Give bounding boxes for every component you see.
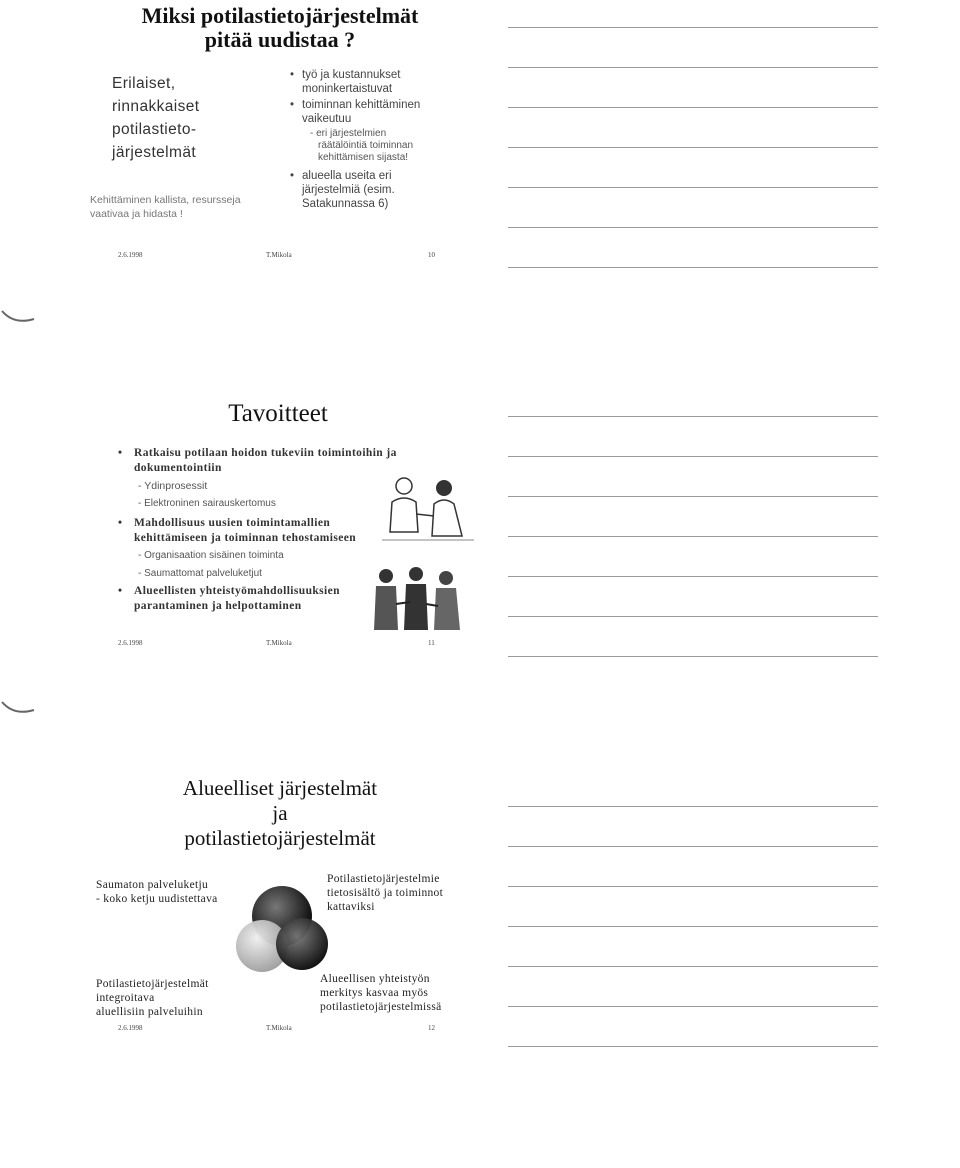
text-line: Saumaton palveluketju xyxy=(96,879,209,891)
note-line xyxy=(508,926,878,927)
text-top-left xyxy=(96,878,266,906)
bullet-item xyxy=(290,169,480,211)
note-line xyxy=(508,416,878,417)
footer-page-number: 11 xyxy=(428,639,435,647)
slide-title: Tavoitteet xyxy=(228,400,328,427)
bullet-dot: • xyxy=(118,447,123,459)
footer-author: T.Mikola xyxy=(266,1024,292,1032)
bullet-text: Ratkaisu potilaan hoidon tukeviin toimintoihin ja dokumentointiin xyxy=(134,447,397,474)
note-line xyxy=(508,267,878,268)
left-note-line: vaativaa ja hidasta ! xyxy=(90,208,183,220)
left-note xyxy=(90,193,280,221)
title-line-2: pitää uudistaa ? xyxy=(204,27,356,52)
bullet-item xyxy=(290,68,480,96)
footer-author: T.Mikola xyxy=(266,639,292,647)
text-line: Potilastietojärjestelmie xyxy=(327,873,440,885)
left-heading-line: järjestelmät xyxy=(112,144,197,161)
bullet-text: Alueellisten yhteistyömahdollisuuksien parantaminen ja helpottaminen xyxy=(134,585,340,612)
note-line xyxy=(508,576,878,577)
bullet-line: Satakunnassa 6) xyxy=(302,198,389,210)
sub-bullet xyxy=(290,128,480,164)
text-line: Alueellisen yhteistyön xyxy=(320,973,430,985)
text-bottom-left xyxy=(96,977,266,1019)
sub-line: kehittämisen sijasta! xyxy=(318,152,409,163)
bullet-list xyxy=(290,68,480,211)
note-line xyxy=(508,147,878,148)
text-top-right xyxy=(327,872,487,914)
sub-line: - eri järjestelmien xyxy=(310,128,387,139)
bullet-item xyxy=(118,584,384,614)
bullet-dot: • xyxy=(118,517,123,529)
note-line xyxy=(508,67,878,68)
bullet-dot: • xyxy=(290,99,295,111)
bullet-line: alueella useita eri xyxy=(302,170,392,182)
text-line: merkitys kasvaa myös xyxy=(320,987,429,999)
bullet-line: työ ja kustannukset xyxy=(302,69,401,81)
bullet-item xyxy=(118,446,418,476)
title-line-3: potilastietojärjestelmät xyxy=(184,826,376,850)
note-line xyxy=(508,187,878,188)
text-line: Potilastietojärjestelmät xyxy=(96,978,209,990)
note-line xyxy=(508,536,878,537)
footer-date: 2.6.1998 xyxy=(118,639,143,647)
text-line: kattaviksi xyxy=(327,901,375,913)
footer-date: 2.6.1998 xyxy=(118,251,143,259)
note-line xyxy=(508,1006,878,1007)
left-heading-line: Erilaiset, xyxy=(112,75,176,92)
left-heading xyxy=(112,72,262,164)
note-line xyxy=(508,227,878,228)
slide-title xyxy=(100,4,460,52)
sub-bullet: - Ydinprosessit xyxy=(138,480,208,492)
note-line xyxy=(508,616,878,617)
bullet-line: vaikeutuu xyxy=(302,113,352,125)
bullet-line: toiminnan kehittäminen xyxy=(302,99,421,111)
footer-page-number: 10 xyxy=(428,251,435,259)
title-line-1: Miksi potilastietojärjestelmät xyxy=(141,3,419,28)
text-line: tietosisältö ja toiminnot xyxy=(327,887,444,899)
text-line: aluellisiin palveluihin xyxy=(96,1006,203,1018)
note-line xyxy=(508,456,878,457)
punch-mark xyxy=(0,696,40,718)
note-line xyxy=(508,27,878,28)
left-heading-line: potilastieto- xyxy=(112,121,197,138)
bullet-text: Mahdollisuus uusien toimintamallien kehittämiseen ja toiminnan tehostamiseen xyxy=(134,517,357,544)
title-line-1: Alueelliset järjestelmät xyxy=(182,776,378,800)
bullet-item xyxy=(118,516,384,546)
venn-circle-right xyxy=(276,918,328,970)
sub-bullet: - Organisaation sisäinen toiminta xyxy=(138,550,284,561)
handshake-group-illustration xyxy=(370,566,466,632)
bullet-dot: • xyxy=(290,69,295,81)
note-line xyxy=(508,496,878,497)
note-line xyxy=(508,806,878,807)
note-line xyxy=(508,966,878,967)
bullet-dot: • xyxy=(290,170,295,182)
text-line: integroitava xyxy=(96,992,155,1004)
footer-author: T.Mikola xyxy=(266,251,292,259)
punch-mark xyxy=(0,305,40,327)
footer-date: 2.6.1998 xyxy=(118,1024,143,1032)
sub-bullet: - Saumattomat palveluketjut xyxy=(138,568,262,579)
sub-line: räätälöintiä toiminnan xyxy=(318,140,414,151)
text-bottom-right xyxy=(320,972,490,1014)
title-line-2: ja xyxy=(272,801,288,825)
text-line: - koko ketju uudistettava xyxy=(96,893,218,905)
doctor-patient-illustration xyxy=(382,474,474,544)
bullet-dot: • xyxy=(118,585,123,597)
bullet-item xyxy=(290,98,480,126)
left-heading-line: rinnakkaiset xyxy=(112,98,200,115)
note-line xyxy=(508,656,878,657)
bullet-line: moninkertaistuvat xyxy=(302,83,393,95)
sub-bullet: - Elektroninen sairauskertomus xyxy=(138,498,276,509)
footer-page-number: 12 xyxy=(428,1024,435,1032)
text-line: potilastietojärjestelmissä xyxy=(320,1001,442,1013)
bullet-line: järjestelmiä (esim. xyxy=(302,184,395,196)
note-line xyxy=(508,1046,878,1047)
note-line xyxy=(508,107,878,108)
note-line xyxy=(508,886,878,887)
note-line xyxy=(508,846,878,847)
slide-title xyxy=(140,776,420,851)
left-note-line: Kehittäminen kallista, resursseja xyxy=(90,194,241,206)
